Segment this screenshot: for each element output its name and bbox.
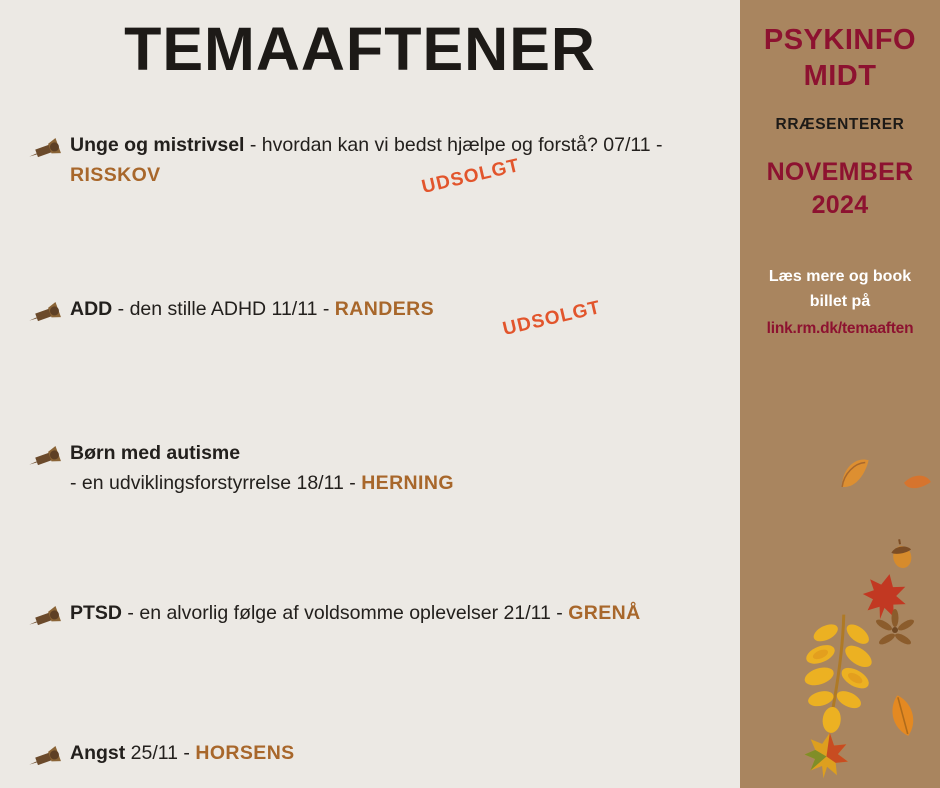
list-item (26, 598, 740, 634)
spacer (26, 330, 740, 438)
brand-title (740, 22, 940, 94)
booking-info (740, 264, 940, 341)
booking-line-2: billet på (809, 293, 871, 310)
event-text (70, 130, 690, 198)
spacer (26, 190, 740, 294)
event-text (70, 598, 641, 628)
event-place: RANDERS (334, 298, 435, 320)
event-place: HERNING (361, 472, 454, 494)
event-text (70, 438, 454, 498)
presents-label: RRÆSENTERER (775, 116, 905, 133)
page-title: TEMAAFTENER (124, 15, 596, 83)
sidebar (740, 0, 940, 788)
event-detail: - en udviklingsforstyrrelse 18/11 - (70, 472, 362, 494)
list-item (26, 438, 740, 498)
event-text (70, 294, 603, 340)
spacer (26, 634, 740, 738)
date-block (740, 156, 940, 222)
event-title: Unge og mistrivsel (70, 134, 245, 156)
year-label: 2024 (811, 191, 869, 219)
pushpin-icon (26, 602, 66, 634)
event-place: GRENÅ (568, 602, 641, 624)
event-text (70, 738, 295, 768)
list-item (26, 130, 740, 198)
event-detail: - en alvorlig følge af voldsomme oplevelser 21/11 - (122, 602, 569, 624)
event-title: Angst (70, 742, 126, 764)
event-place: RISSKOV (70, 164, 161, 186)
pushpin-icon (26, 442, 66, 474)
list-item (26, 294, 740, 340)
pushpin-icon (26, 742, 66, 774)
booking-line-1: Læs mere og book (768, 268, 912, 285)
event-title: ADD (70, 298, 113, 320)
month-label: NOVEMBER (766, 158, 914, 186)
status-badge: UDSOLGT (500, 297, 603, 340)
event-place: HORSENS (195, 742, 295, 764)
event-title: PTSD (70, 602, 123, 624)
brand-line-2: MIDT (803, 60, 877, 92)
list-item (26, 738, 740, 774)
event-detail: - den stille ADHD 11/11 - (112, 298, 335, 320)
status-badge: UDSOLGT (419, 155, 522, 198)
brand-line-1: PSYKINFO (763, 24, 917, 56)
spacer (26, 498, 740, 598)
pushpin-icon (26, 298, 66, 330)
event-title: Børn med autisme (70, 442, 241, 464)
event-list (0, 130, 740, 774)
booking-link[interactable]: link.rm.dk/temaaften (766, 320, 914, 337)
pushpin-icon (26, 134, 66, 166)
event-detail: - hvordan kan vi bedst hjælpe og forstå? 07/11 - (244, 134, 663, 156)
event-detail: 25/11 - (125, 742, 196, 764)
